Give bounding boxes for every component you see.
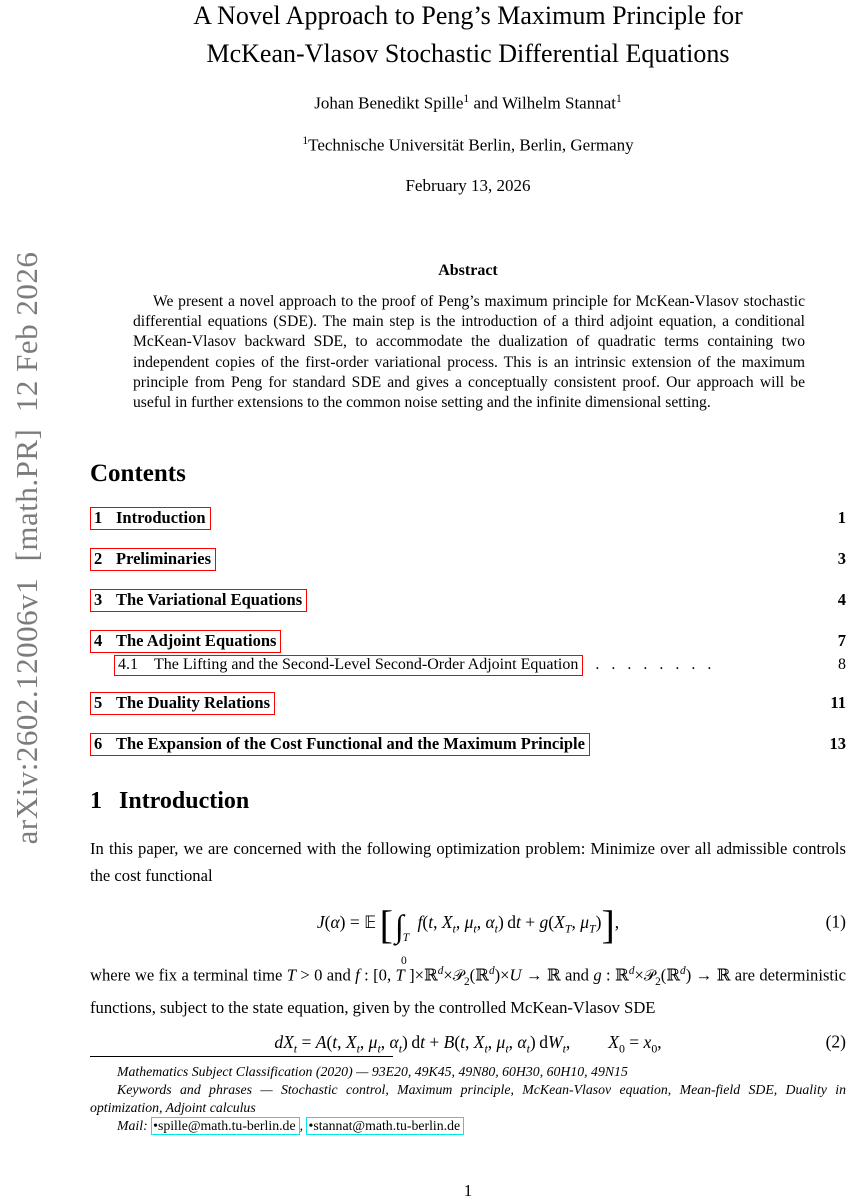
toc-row xyxy=(90,506,846,530)
toc-dot-leader: . . . . . . . . xyxy=(595,656,716,673)
equation-1 xyxy=(90,893,846,967)
toc-row xyxy=(90,653,846,677)
equation-2-body: $dX_t = A(t$, $X_t$, $\mu_t$, $\alpha_t$) dt + B(t, $X_t$, $\mu_t$, $\alpha_t$) $dW_t$, $X_0 = x_0$, xyxy=(274,1032,662,1056)
intro-paragraph-1: In this paper, we are concerned with the following optimization problem: Minimize over all admissible controls the cost functional xyxy=(90,839,846,885)
toc-number: 5 xyxy=(94,692,103,712)
email-separator: , xyxy=(299,1118,304,1133)
toc-title: The Variational Equations xyxy=(116,589,303,609)
toc-link-expansion-maximum-principle[interactable] xyxy=(90,733,590,756)
toc-number: 2 xyxy=(94,548,103,568)
date-line: February 13, 2026 xyxy=(405,176,531,195)
footnote-keywords: Keywords and phrases — Stochastic control, Maximum principle, McKean-Vlasov equation, Mean-field SDE, Duality in optimization, Adjoint calculus xyxy=(90,1082,846,1115)
toc-row xyxy=(90,732,846,756)
toc-title: The Adjoint Equations xyxy=(116,630,277,650)
authors-line: Johan Benedikt Spille$^1$ and Wilhelm Stannat$^1$ xyxy=(314,92,622,113)
toc-page-number: 7 xyxy=(837,631,846,650)
toc-link-variational-equations[interactable] xyxy=(90,589,307,612)
toc-number: 3 xyxy=(94,589,103,609)
toc-page-number: 3 xyxy=(837,549,846,568)
equation-2-number: (2) xyxy=(825,1031,846,1052)
abstract-heading: Abstract xyxy=(438,262,498,279)
email-address: stannat@math.tu-berlin.de xyxy=(313,1118,461,1133)
toc-row xyxy=(90,629,846,653)
contents-heading: Contents xyxy=(90,460,186,487)
email-link-stannat[interactable] xyxy=(306,1117,464,1135)
bullet-icon: • xyxy=(153,1118,158,1133)
section-number: 1 xyxy=(90,788,102,814)
mail-label: Mail xyxy=(117,1118,144,1133)
toc-title: The Expansion of the Cost Functional and the Maximum Principle xyxy=(116,733,585,753)
page-content xyxy=(90,0,846,1200)
toc-link-duality-relations[interactable] xyxy=(90,692,275,715)
intro-paragraph-2: where we fix a terminal time T > 0 and f : [0, T ]×ℝ$^d$×𝒫$_2$(ℝ$^d$)×U → ℝ and g : ℝ$^d$×𝒫$_2$(ℝ$^d$) → ℝ are deterministic functions, subject to the state equation, given by the controlled McKean-Vlasov SDE xyxy=(90,965,847,1017)
equation-1-number: (1) xyxy=(825,911,846,932)
toc-number: 4.1 xyxy=(118,655,138,673)
toc-number: 1 xyxy=(94,507,103,527)
email-address: spille@math.tu-berlin.de xyxy=(157,1118,296,1133)
paper-title xyxy=(90,0,846,73)
toc-row xyxy=(90,547,846,571)
bullet-icon: • xyxy=(308,1118,314,1133)
table-of-contents xyxy=(90,506,846,756)
toc-page-number: 8 xyxy=(838,656,846,673)
abstract-body: We present a novel approach to the proof of Peng’s maximum principle for McKean-Vlasov stochastic differential equations (SDE). The main step is the introduction of a third adjoint equation, a conditional McKean-Vlasov backward SDE, to accommodate the dualization of quadratic terms containing two independent copies of the first-order variational process. This is an intrinsic extension of the maximum principle from Peng for standard SDE and gives a conceptually consistent proof. Our approach will be useful in further extensions to the common noise setting and the infinite dimensional setting. xyxy=(133,293,805,412)
toc-link-introduction[interactable] xyxy=(90,507,211,530)
paper-title-line2: McKean-Vlasov Stochastic Differential Equations xyxy=(206,39,730,68)
equation-1-body: J(α) = 𝔼 [∫ T 0 f(t, $X_t$, $\mu_t$, $\alpha_t$) dt + $g(X_T$, $\mu_T$)], xyxy=(316,902,620,967)
toc-link-lifting-second-level-subsection[interactable] xyxy=(114,655,583,676)
footnote-block xyxy=(90,1056,846,1135)
footnote-msc: Mathematics Subject Classification (2020) — 93E20, 49K45, 49N80, 60H30, 60H10, 49N15 xyxy=(117,1064,628,1079)
arxiv-sidebar-stamp: arXiv:2602.12006v1 [math.PR] 12 Feb 2026 xyxy=(9,251,44,845)
equation-2 xyxy=(90,1028,846,1056)
paper-title-line1: A Novel Approach to Peng’s Maximum Principle for xyxy=(193,1,743,30)
page-number: 1 xyxy=(463,1181,473,1200)
toc-title: Introduction xyxy=(116,507,206,527)
toc-title: Preliminaries xyxy=(116,548,212,568)
affiliation-line: $^1$Technische Universität Berlin, Berlin, Germany xyxy=(302,134,634,155)
toc-page-number: 11 xyxy=(830,693,846,712)
toc-row xyxy=(90,691,846,715)
toc-title: The Duality Relations xyxy=(116,692,271,712)
toc-link-adjoint-equations[interactable] xyxy=(90,630,281,653)
toc-link-preliminaries[interactable] xyxy=(90,548,216,571)
toc-page-number: 4 xyxy=(837,590,846,609)
toc-page-number: 13 xyxy=(829,734,846,753)
toc-page-number: 1 xyxy=(837,508,846,527)
footnote-rule xyxy=(90,1056,393,1057)
toc-row xyxy=(90,588,846,612)
section-title: Introduction xyxy=(119,788,250,814)
toc-title: The Lifting and the Second-Level Second-Order Adjoint Equation xyxy=(154,655,579,673)
section-1-heading xyxy=(90,788,249,815)
email-link-spille[interactable] xyxy=(151,1117,299,1135)
footnote-mail-line: Mail: •spille@math.tu-berlin.de , •stannat@math.tu-berlin.de xyxy=(90,1117,846,1135)
toc-number: 6 xyxy=(94,733,103,753)
toc-number: 4 xyxy=(94,630,103,650)
